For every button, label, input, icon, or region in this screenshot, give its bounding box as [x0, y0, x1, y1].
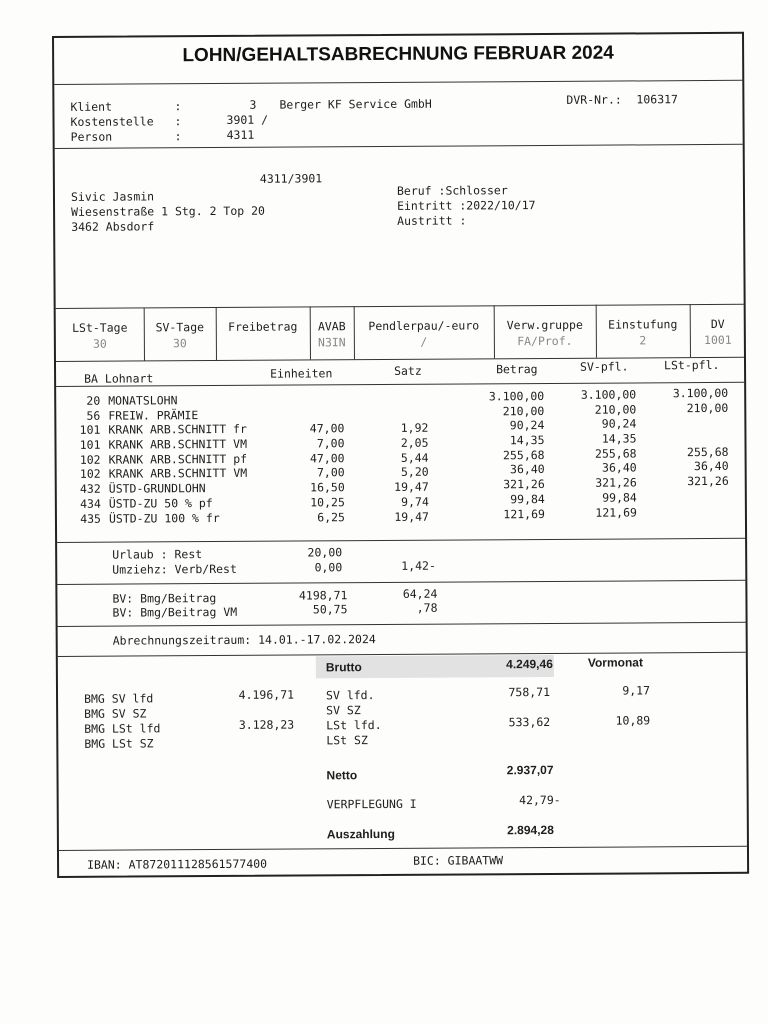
row-lst-pfl	[637, 489, 729, 490]
tax-label: LSt SZ	[326, 733, 368, 748]
row-satz: 1,92	[400, 420, 429, 435]
bv-row2-value1: 50,75	[312, 602, 348, 617]
param-value-dv: 1001	[703, 332, 732, 348]
tax-value: 533,62	[508, 714, 551, 730]
payslip-document	[52, 32, 749, 878]
row-einheiten: 47,00	[309, 451, 345, 466]
kostenstelle-label: Kostenstelle	[70, 114, 154, 129]
row-sv-pfl: 210,00	[594, 402, 637, 417]
vormonat-value	[568, 728, 650, 729]
row-ba: 435	[80, 511, 101, 526]
param-value-avab: N3IN	[317, 335, 346, 350]
tax-label: LSt lfd.	[326, 717, 382, 733]
col-einheiten: Einheiten	[270, 366, 333, 381]
row-sv-pfl: 321,26	[595, 475, 637, 490]
row-lohnart: ÜSTD-ZU 100 % fr	[108, 510, 220, 526]
col-lst-pfl: LSt-pfl.	[663, 357, 720, 373]
vormonat-label: Vormonat	[587, 655, 644, 670]
bmg-label: BMG LSt SZ	[84, 736, 154, 751]
bv-row1-value2: 64,24	[402, 586, 438, 601]
row-lst-pfl: 255,68	[686, 444, 729, 460]
brutto-label: Brutto	[325, 660, 362, 675]
row-ba: 101	[79, 422, 101, 437]
bmg-label: BMG LSt lfd	[84, 721, 161, 736]
bmg-value: 3.128,23	[238, 717, 295, 732]
bic: BIC: GIBAATWW	[413, 853, 504, 868]
tax-value: 758,71	[508, 684, 551, 700]
col-ba-lohnart: BA Lohnart	[84, 371, 154, 386]
verpflegung-value: 42,79-	[519, 792, 561, 808]
auszahlung-value: 2.894,28	[507, 822, 554, 838]
tax-value	[468, 700, 550, 701]
col-betrag: Betrag	[496, 362, 538, 377]
bmg-value: 4.196,71	[238, 687, 295, 702]
row-sv-pfl: 121,69	[595, 505, 637, 520]
row-lst-pfl	[637, 504, 729, 505]
row-sv-pfl: 90,24	[601, 416, 637, 431]
row-betrag: 90,24	[509, 417, 545, 433]
employee-name: Sivic Jasmin	[70, 189, 155, 204]
row-satz: 19,47	[394, 509, 429, 524]
row-satz: 5,44	[400, 450, 429, 465]
row-sv-pfl: 3.100,00	[580, 387, 637, 402]
row-betrag: 99,84	[510, 491, 545, 507]
row-ba: 56	[86, 408, 101, 423]
param-value-sv-tage: 30	[172, 336, 187, 351]
row-lohnart: KRANK ARB.SCHNITT fr	[108, 421, 247, 437]
row-betrag: 3.100,00	[488, 389, 545, 404]
umzieh-value-1: 0,00	[314, 560, 343, 575]
param-value-freibetrag	[216, 335, 310, 336]
param-header-verwendungsgruppe: Verw.gruppe	[506, 317, 583, 333]
row-betrag: 255,68	[502, 447, 545, 463]
bmg-label: BMG SV SZ	[84, 706, 147, 721]
row-einheiten: 10,25	[310, 495, 345, 510]
document-title: LOHN/GEHALTSABRECHNUNG FEBRUAR 2024	[182, 42, 614, 67]
row-lohnart: KRANK ARB.SCHNITT pf	[108, 451, 248, 467]
col-sv-pfl: SV-pfl.	[579, 359, 629, 374]
row-lst-pfl: 321,26	[687, 473, 729, 489]
vormonat-value: 10,89	[615, 713, 651, 728]
netto-value: 2.937,07	[506, 762, 554, 778]
klient-colon: :	[174, 99, 182, 114]
row-satz: 19,47	[394, 479, 429, 494]
row-satz: 2,05	[400, 435, 429, 450]
row-lst-pfl: 3.100,00	[672, 385, 729, 401]
iban: IBAN: AT872011128561577400	[87, 856, 268, 872]
bmg-label: BMG SV lfd	[84, 691, 154, 706]
employee-austritt: Austritt :	[397, 213, 467, 228]
klient-label: Klient	[70, 99, 113, 114]
row-satz: 9,74	[401, 494, 429, 509]
umzieh-value-2: 1,42-	[401, 558, 436, 573]
row-lohnart: ÜSTD-GRUNDLOHN	[108, 481, 206, 496]
param-header-dv: DV	[710, 316, 725, 331]
param-value-pendlerpauschale: /	[420, 334, 428, 349]
tax-label: SV lfd.	[325, 688, 375, 703]
row-einheiten: 16,50	[310, 480, 345, 495]
bv-row1-value1: 4198,71	[298, 588, 348, 603]
row-sv-pfl: 99,84	[602, 490, 637, 505]
row-ba: 432	[79, 481, 101, 496]
row-lst-pfl: 210,00	[686, 400, 729, 416]
person-label: Person	[70, 129, 113, 144]
bv-row2-label: BV: Bmg/Beitrag VM	[112, 604, 238, 620]
col-satz: Satz	[394, 363, 422, 378]
auszahlung-label: Auszahlung	[326, 826, 395, 842]
param-header-sv-tage: SV-Tage	[155, 320, 205, 335]
param-header-lst-tage: LSt-Tage	[72, 320, 128, 335]
row-lst-pfl: 36,40	[693, 458, 729, 474]
employee-street: Wiesenstraße 1 Stg. 2 Top 20	[71, 203, 265, 219]
klient-value: 3	[249, 97, 257, 112]
row-betrag: 36,40	[509, 461, 545, 477]
row-betrag: 321,26	[503, 476, 545, 492]
param-header-einstufung: Einstufung	[608, 317, 678, 332]
verpflegung-label: VERPFLEGUNG I	[326, 796, 417, 812]
param-value-einstufung: 2	[639, 333, 647, 348]
kostenstelle-value: 3901 /	[226, 112, 269, 127]
row-betrag: 210,00	[502, 403, 545, 419]
row-satz: 5,20	[400, 464, 429, 479]
row-einheiten: 47,00	[309, 421, 345, 436]
row-sv-pfl: 14,35	[601, 431, 637, 446]
person-value: 4311	[226, 127, 255, 142]
param-header-pendlerpauschale: Pendlerpau/-euro	[368, 318, 480, 334]
row-ba: 102	[79, 452, 101, 467]
umzieh-label: Umziehz: Verb/Rest	[112, 561, 237, 577]
abrechnungszeitraum: Abrechnungszeitraum: 14.01.-17.02.2024	[112, 632, 376, 648]
row-sv-pfl: 36,40	[601, 460, 637, 475]
employee-code: 4311/3901	[259, 171, 323, 186]
param-value-verwendungsgruppe: FA/Prof.	[517, 333, 573, 349]
bv-row2-value2: ,78	[416, 600, 438, 615]
row-ba: 20	[86, 393, 101, 408]
row-einheiten: 7,00	[316, 436, 345, 451]
dvr-value: 106317	[636, 92, 678, 107]
row-ba: 101	[79, 437, 101, 452]
kostenstelle-colon: :	[174, 114, 182, 129]
brutto-value: 4.249,46	[506, 656, 553, 672]
row-lohnart: FREIW. PRÄMIE	[108, 408, 199, 423]
row-lohnart: KRANK ARB.SCHNITT VM	[108, 436, 248, 452]
row-sv-pfl: 255,68	[594, 446, 637, 461]
vormonat-value: 9,17	[622, 683, 651, 698]
employee-eintritt: Eintritt :2022/10/17	[397, 198, 536, 213]
row-lohnart: MONATSLOHN	[108, 393, 178, 408]
employee-city: 3462 Absdorf	[71, 219, 155, 234]
row-ba: 102	[79, 466, 101, 481]
vormonat-value	[568, 698, 650, 699]
bmg-value	[208, 733, 294, 734]
param-header-freibetrag: Freibetrag	[228, 319, 298, 334]
tax-value	[468, 730, 550, 731]
bmg-value	[208, 703, 294, 704]
row-betrag: 14,35	[509, 432, 545, 448]
param-value-lst-tage: 30	[92, 336, 107, 351]
row-lohnart: KRANK ARB.SCHNITT VM	[108, 465, 248, 481]
tax-label: SV SZ	[326, 703, 361, 718]
bv-row1-label: BV: Bmg/Beitrag	[112, 591, 217, 606]
urlaub-rest-label: Urlaub : Rest	[112, 547, 203, 562]
row-betrag: 121,69	[503, 506, 545, 522]
row-einheiten: 6,25	[317, 510, 345, 525]
klient-name: Berger KF Service GmbH	[279, 96, 432, 112]
person-colon: :	[174, 129, 182, 144]
param-header-avab: AVAB	[317, 319, 346, 334]
row-einheiten: 7,00	[316, 465, 345, 480]
dvr-label: DVR-Nr.:	[566, 92, 622, 107]
row-lohnart: ÜSTD-ZU 50 % pf	[108, 496, 213, 511]
row-ba: 434	[80, 496, 101, 511]
urlaub-rest-value: 20,00	[307, 545, 343, 560]
netto-label: Netto	[326, 768, 358, 783]
row-lst-pfl	[636, 430, 728, 431]
employee-beruf: Beruf :Schlosser	[396, 183, 508, 198]
